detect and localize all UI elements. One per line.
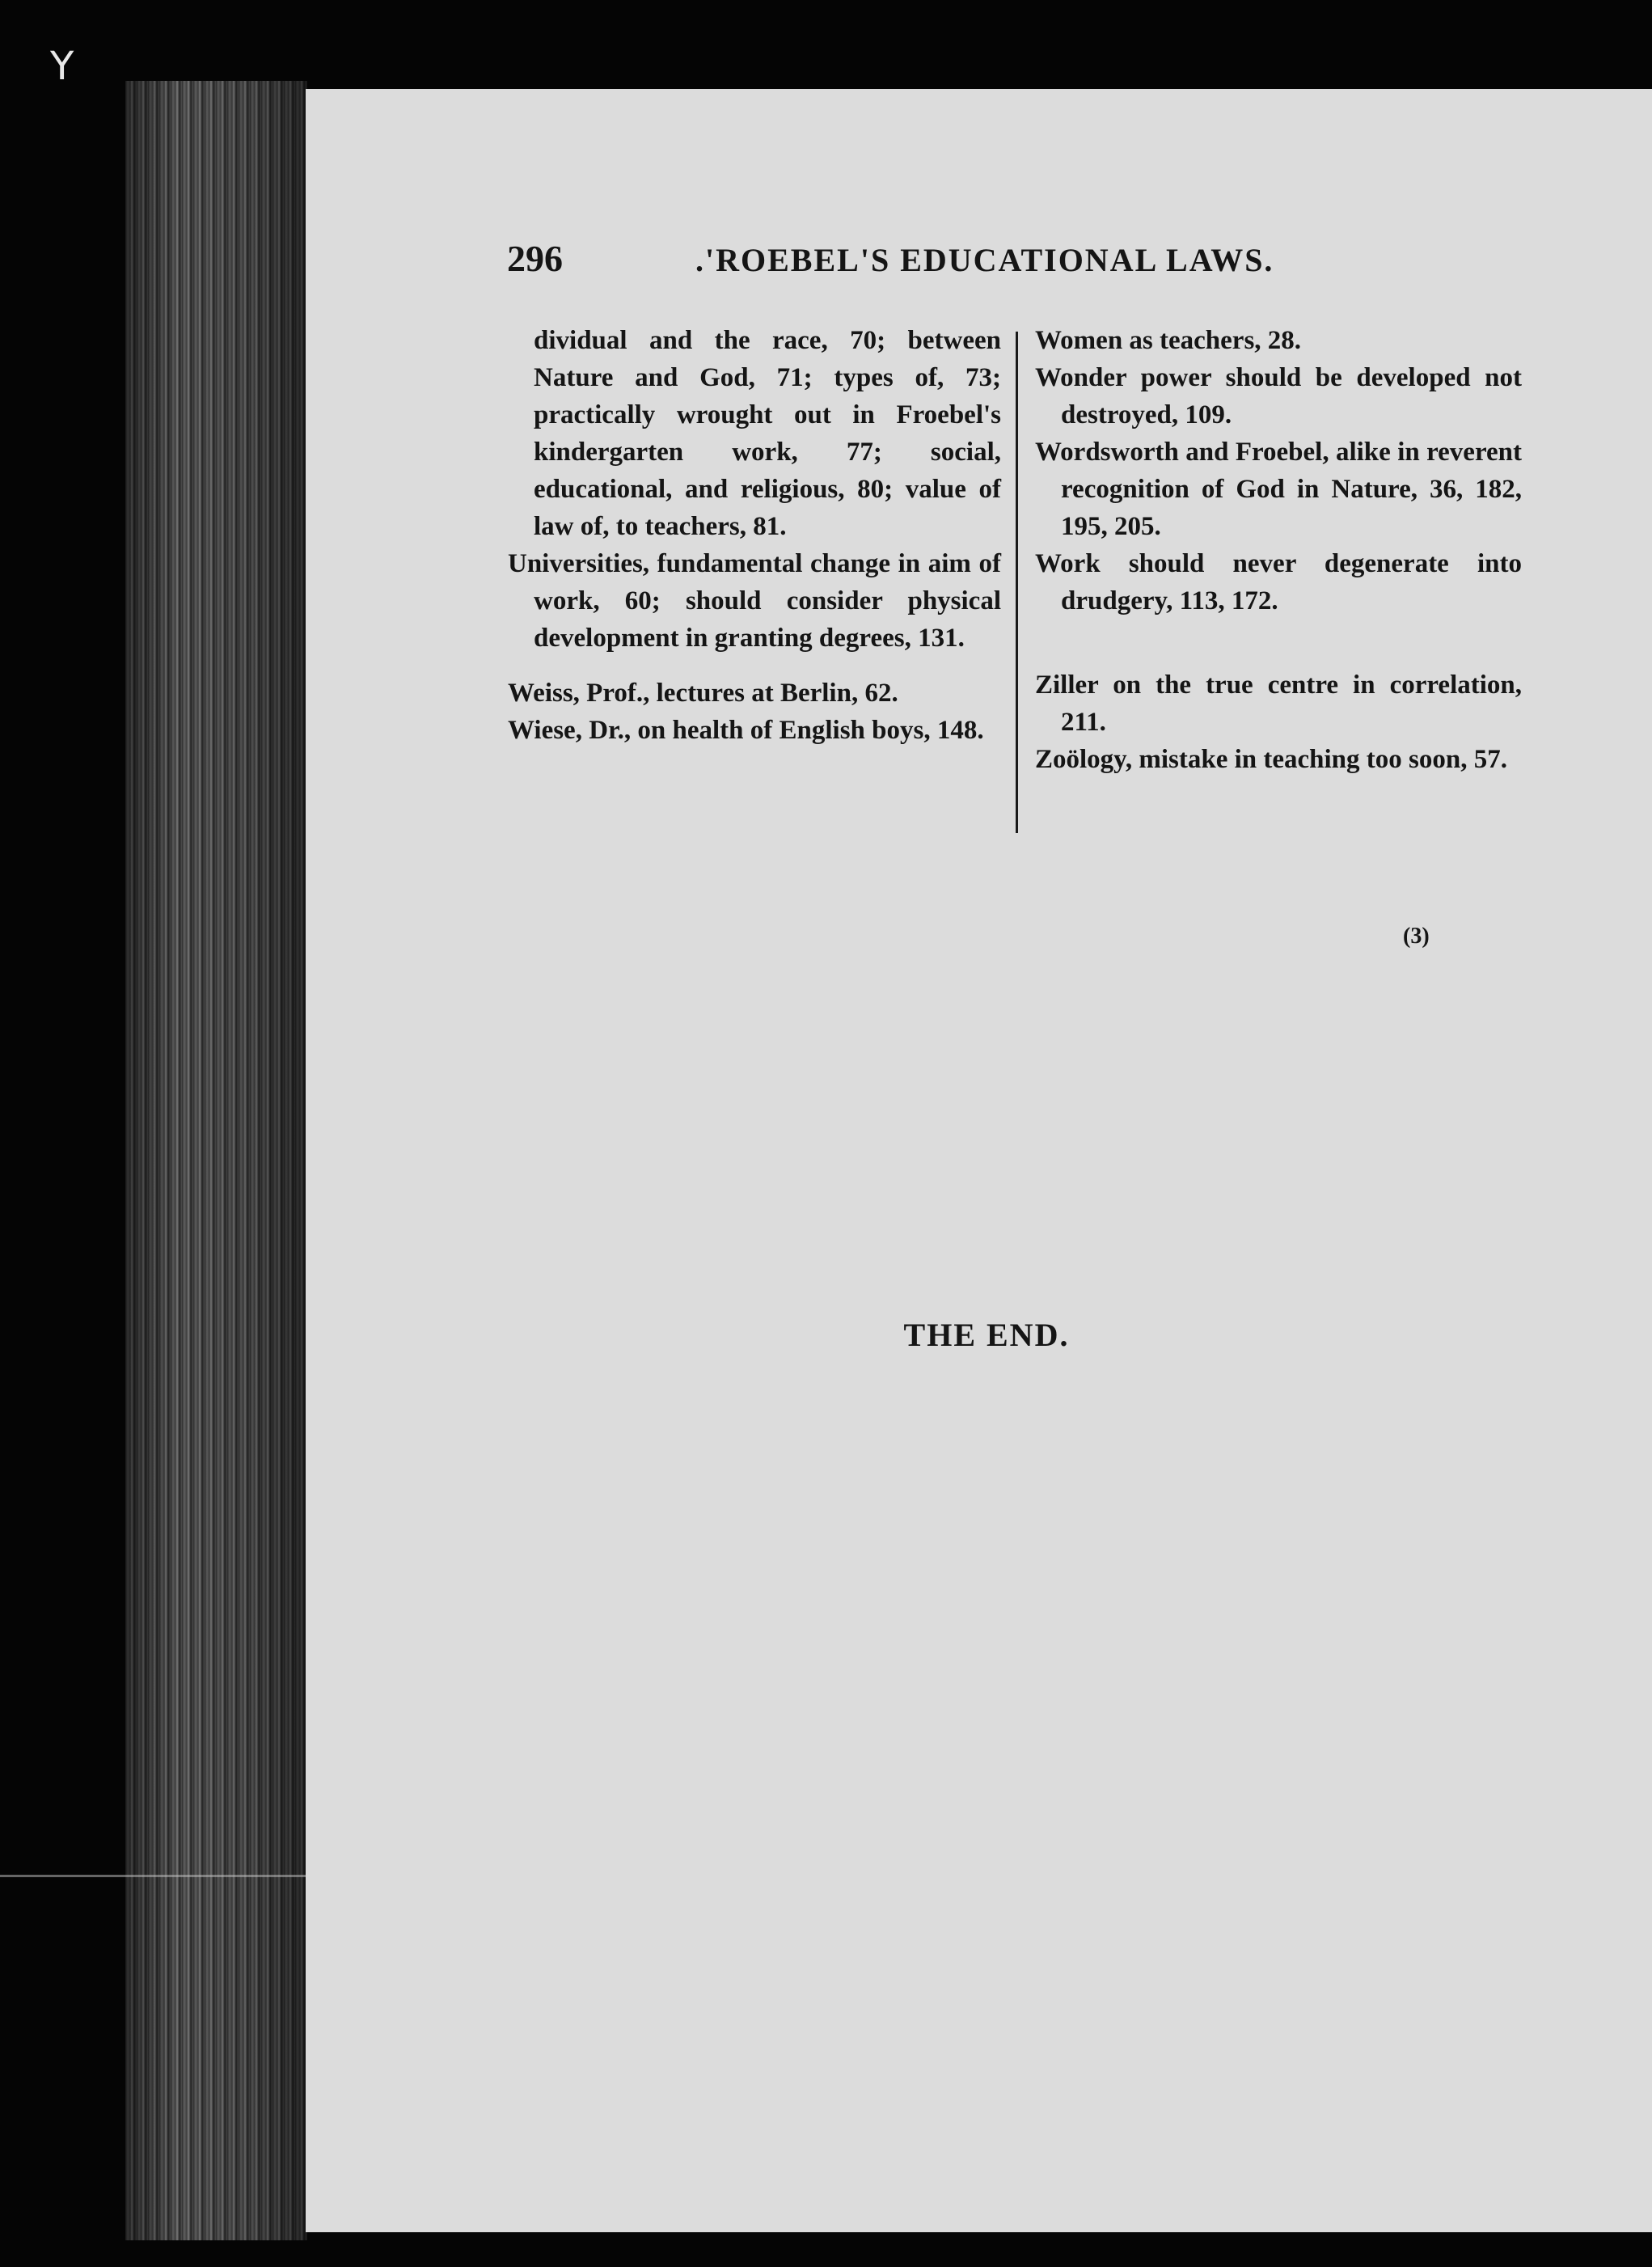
index-entry: Women as teachers, 28. <box>1035 326 1302 355</box>
page-edge-shadow <box>125 81 307 2240</box>
running-head: .'ROEBEL'S EDUCATIONAL LAWS. <box>695 242 1274 278</box>
index-left-column <box>508 322 1001 749</box>
index-entry: Universities, fundamental change in aim of work, 60; should consider physical development in granting degrees, 131. <box>508 549 1001 653</box>
index-entry: Wordsworth and Froebel, alike in reverent recognition of God in Nature, 36, 182, 195, 205. <box>1035 438 1522 541</box>
index-entry: Work should never degenerate into drudgery, 113, 172. <box>1035 549 1522 615</box>
index-entry: Wonder power should be developed not destroyed, 109. <box>1035 363 1522 429</box>
index-entry-continued: dividual and the race, 70; between Nature and God, 71; types of, 73; practically wrought out in Froebel's kindergarten work, 77; social, educational, and religious, 80; value of law of, to teachers, 81. <box>534 326 1001 541</box>
index-entry: Weiss, Prof., lectures at Berlin, 62. <box>508 679 898 708</box>
page-number: 296 <box>507 238 563 279</box>
film-mark-icon: Y <box>50 44 74 89</box>
index-entry: Zoölogy, mistake in teaching too soon, 57. <box>1035 745 1507 774</box>
entry-spacer <box>508 657 1001 675</box>
scan-artifact-line <box>0 1875 307 1877</box>
index-entry: Wiese, Dr., on health of English boys, 148. <box>508 716 984 745</box>
column-divider <box>1016 332 1018 833</box>
letter-section-spacer <box>1035 620 1522 666</box>
index-right-column <box>1035 322 1522 778</box>
the-end-heading: THE END. <box>903 1317 1070 1353</box>
plate-number: (3) <box>1403 924 1430 949</box>
index-entry: Ziller on the true centre in correlation, 211. <box>1035 670 1522 737</box>
